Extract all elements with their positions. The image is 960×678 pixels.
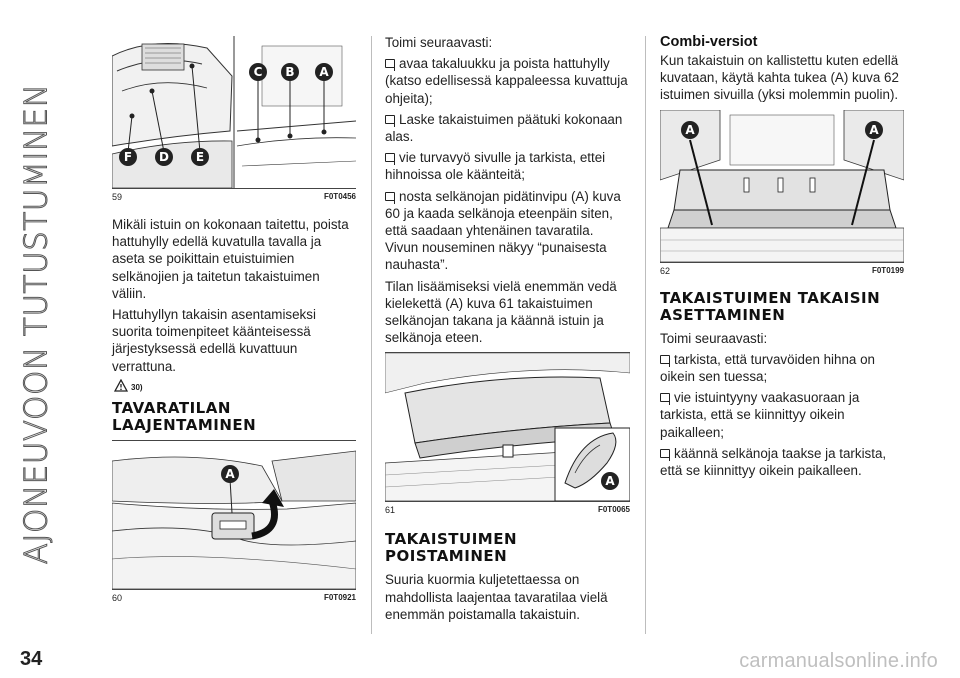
figure-60-caption	[112, 590, 356, 603]
paragraph: Toimi seuraavasti:	[385, 35, 493, 50]
section-heading: TAKAISTUIMEN TAKAISIN ASETTAMINEN	[660, 288, 881, 324]
callout-a: A	[869, 122, 879, 137]
callout-a: A	[319, 65, 329, 79]
figure-62	[660, 110, 904, 263]
column-3	[660, 34, 904, 483]
bullet-item: avaa takaluukku ja poista hattuhylly (katso edellisessä kappaleessa kuvattuja ohjeita);	[385, 56, 628, 106]
bullet-item: vie turvavyö sivulle ja tarkista, ettei hihnoissa ole käänteitä;	[385, 150, 606, 183]
warning-reference	[114, 379, 356, 392]
callout-d: D	[159, 150, 169, 164]
side-title-text: AJONEUVOON TUTUSTUMINEN	[18, 83, 55, 565]
section-heading: TAKAISTUIMEN POISTAMINEN	[385, 530, 518, 566]
figure-62-caption	[660, 263, 904, 276]
figure-code: F0T0199	[871, 265, 904, 275]
figure-number: 61	[385, 505, 396, 516]
paragraph: Kun takaistuin on kallistettu kuten edellä kuvataan, käytä kahta tukea (A) kuva 62 istuimen sivuilla (yksi molemmin puolin).	[660, 53, 899, 103]
callout-b: B	[285, 65, 295, 79]
figure-number: 60	[112, 592, 123, 603]
figure-number: 59	[112, 192, 123, 202]
paragraph: Suuria kuormia kuljetettaessa on mahdollista laajentaa tavaratilaa vielä enemmän poistamalla takaistuin.	[385, 572, 608, 622]
figure-60	[112, 440, 356, 590]
figure-code: F0T0456	[323, 192, 356, 201]
bullet-item: tarkista, että turvavöiden hihna on oikein sen tuessa;	[660, 351, 875, 385]
callout-e: E	[195, 150, 205, 164]
bullet-item: Laske takaistuimen päätuki kokonaan alas.	[385, 111, 623, 145]
sub-heading: Combi-versiot	[660, 34, 758, 50]
figure-61-illustration	[385, 353, 630, 501]
figure-60-illustration	[112, 441, 356, 589]
bullet-icon	[385, 59, 395, 68]
page-number: 34	[20, 648, 43, 670]
figure-62-illustration	[660, 110, 904, 262]
figure-code: F0T0065	[597, 505, 630, 515]
bullet-icon	[385, 192, 395, 201]
bullet-icon	[385, 115, 395, 124]
warning-ref-text: 30)	[131, 382, 143, 392]
paragraph: Tilan lisäämiseksi vielä enemmän vedä kielekettä (A) kuva 61 takaistuimen selkänojan takana ja käännä istuin ja selkänoja eteen.	[385, 278, 617, 346]
figure-61-caption	[385, 502, 630, 515]
figure-number: 62	[660, 265, 671, 276]
paragraph: Mikäli istuin on kokonaan taitettu, poista hattuhylly edellä kuvatulla tavalla ja aseta se poikittain etuistuimien selkänojien ja taitetun takaistuimen väliin.	[112, 217, 349, 301]
callout-c: C	[253, 65, 263, 79]
bullet-item: käännä selkänoja taakse ja tarkista, että se kiinnittyy oikein paikalleen.	[660, 445, 887, 479]
figure-code: F0T0921	[323, 592, 356, 602]
figure-59	[112, 36, 356, 189]
warning-triangle-icon	[114, 379, 128, 392]
column-divider	[371, 36, 372, 634]
bullet-icon	[660, 449, 670, 458]
callout-a: A	[225, 466, 235, 481]
bullet-icon	[660, 355, 670, 364]
figure-59-illustration	[112, 36, 356, 188]
bullet-icon	[660, 393, 670, 402]
bullet-item: vie istuintyyny vaakasuoraan ja tarkista, että se kiinnittyy oikein paikalleen;	[660, 390, 860, 440]
bullet-item: nosta selkänojan pidätinvipu (A) kuva 60 ja kaada selkänoja eteenpäin siten, että saadaan yhtenäinen tavaratila. Vivun nouseminen näkyy “punaisesta nauhasta”.	[385, 188, 621, 273]
bullet-icon	[385, 153, 395, 162]
column-1	[112, 36, 356, 603]
callout-f: F	[123, 150, 133, 164]
paragraph: Toimi seuraavasti:	[660, 330, 768, 346]
column-divider	[645, 36, 646, 634]
callout-a: A	[685, 122, 695, 137]
callout-a: A	[605, 474, 615, 489]
figure-59-caption	[112, 189, 356, 202]
section-heading: TAVARATILAN LAAJENTAMINEN	[112, 398, 257, 434]
watermark: carmanualsonline.info	[739, 650, 938, 672]
figure-61	[385, 352, 630, 502]
column-2	[385, 34, 630, 627]
side-section-title	[14, 44, 58, 604]
paragraph: Hattuhyllyn takaisin asentamiseksi suorita toimenpiteet käänteisessä järjestyksessä edellä kuvattuun verrattuna.	[112, 307, 316, 374]
